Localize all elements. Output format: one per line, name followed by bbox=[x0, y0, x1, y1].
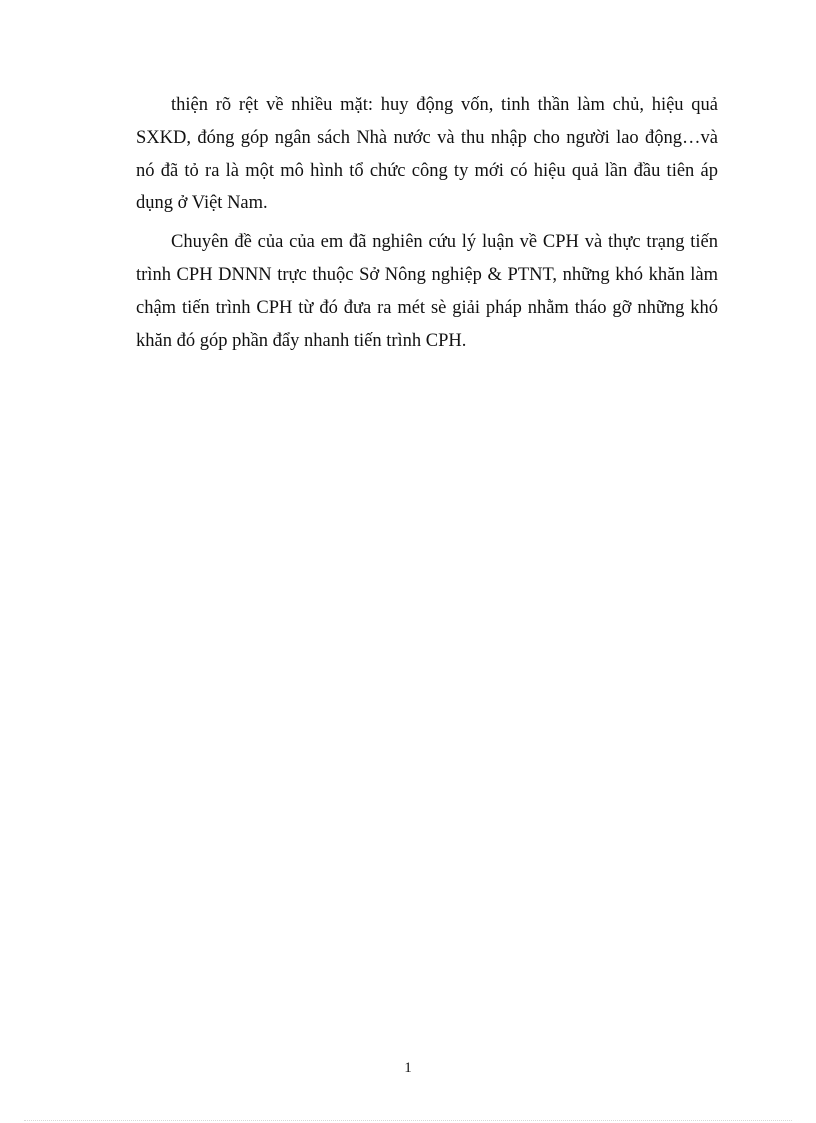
page-number: 1 bbox=[404, 1060, 412, 1076]
paragraph-summary: Chuyên đề của của em đã nghiên cứu lý luận về CPH và thực trạng tiến trình CPH DNNN trực thuộc Sở Nông nghiệp & PTNT, những khó khăn làm chậm tiến trình CPH từ đó đưa ra mét sè giải pháp nhằm tháo gỡ những khó khăn đó góp phần đẩy nhanh tiến trình CPH. bbox=[136, 232, 718, 351]
page-bottom-edge bbox=[24, 1120, 792, 1121]
body-text bbox=[136, 89, 718, 363]
paragraph-continuation: thiện rõ rệt về nhiều mặt: huy động vốn, tinh thần làm chủ, hiệu quả SXKD, đóng góp ngân sách Nhà nước và thu nhập cho người lao động…và nó đã tỏ ra là một mô hình tổ chức công ty mới có hiệu quả lần đầu tiên áp dụng ở Việt Nam. bbox=[136, 95, 718, 214]
